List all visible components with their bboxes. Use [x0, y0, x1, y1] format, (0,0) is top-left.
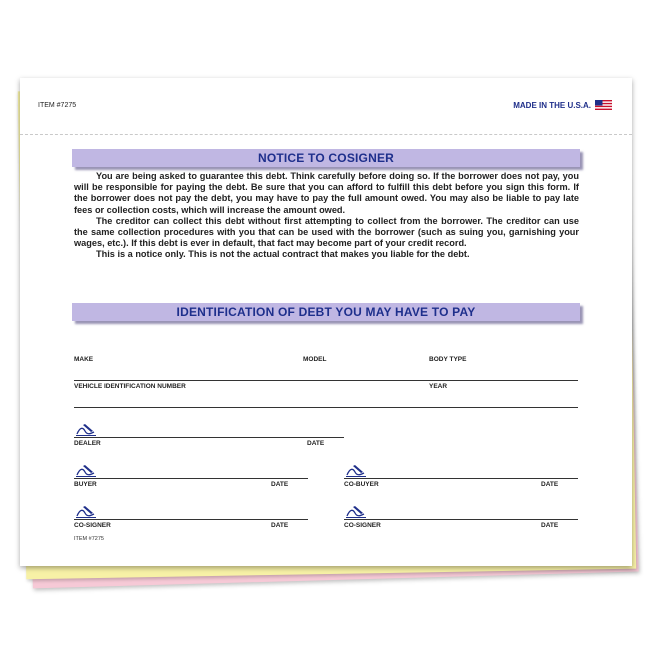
- co-signer-1-signature-line[interactable]: [74, 519, 308, 520]
- signature-pen-icon: [76, 422, 96, 436]
- form-sheet: [20, 78, 632, 566]
- year-label: YEAR: [429, 383, 448, 390]
- co-buyer-signature-line[interactable]: [344, 478, 578, 479]
- notice-title-banner: [72, 149, 580, 167]
- dealer-signature-line[interactable]: [74, 437, 344, 438]
- co-signer-2-signature-line[interactable]: [344, 519, 578, 520]
- body-type-label: BODY TYPE: [429, 356, 467, 363]
- notice-paragraph-1: You are being asked to guarantee this debt. Think carefully before doing so. If the borrower does not pay, you will be responsible for paying the debt. Be sure that you can afford to fulfill this debt before you sign this form. If the borrower does not pay the debt, you may have to pay the full amount owed. You may also be liable to pay late fees or collection costs, which will increase the amount owed.: [74, 171, 579, 215]
- perforation-line: [20, 134, 632, 135]
- item-number-bottom: ITEM #7275: [74, 536, 104, 542]
- co-signer-1-label: CO-SIGNER: [74, 522, 111, 529]
- co-signer-1-date-label: DATE: [271, 522, 289, 529]
- signature-pen-icon: [346, 504, 366, 518]
- co-buyer-label: CO-BUYER: [344, 481, 379, 488]
- identification-title-banner: [72, 303, 580, 321]
- vin-label: VEHICLE IDENTIFICATION NUMBER: [74, 383, 186, 390]
- dealer-date-label: DATE: [307, 440, 325, 447]
- buyer-signature-line[interactable]: [74, 478, 308, 479]
- signature-pen-icon: [76, 463, 96, 477]
- co-signer-2-label: CO-SIGNER: [344, 522, 381, 529]
- made-in-usa-label: MADE IN THE U.S.A.: [513, 100, 591, 110]
- notice-body: [74, 171, 579, 261]
- make-label: MAKE: [74, 356, 94, 363]
- vin-year-line[interactable]: [74, 407, 578, 408]
- notice-title: NOTICE TO COSIGNER: [257, 151, 395, 165]
- signature-pen-icon: [346, 463, 366, 477]
- notice-paragraph-2: The creditor can collect this debt without first attempting to collect from the borrower. The creditor can use the same collection procedures with you that can be used with the borrower (such as suing you, garnishing your wages, etc.). If this debt is ever in default, that fact may become part of your credit record.: [74, 215, 579, 249]
- signature-pen-icon: [76, 504, 96, 518]
- make-model-body-line[interactable]: [74, 380, 578, 381]
- co-signer-2-date-label: DATE: [541, 522, 559, 529]
- co-buyer-date-label: DATE: [541, 481, 559, 488]
- buyer-date-label: DATE: [271, 481, 289, 488]
- us-flag-icon: [595, 100, 612, 110]
- dealer-label: DEALER: [74, 440, 101, 447]
- item-number-top: ITEM #7275: [38, 102, 77, 109]
- made-in-usa: [513, 100, 612, 110]
- buyer-label: BUYER: [74, 481, 97, 488]
- model-label: MODEL: [303, 356, 327, 363]
- notice-paragraph-3: This is a notice only. This is not the actual contract that makes you liable for the debt.: [96, 249, 470, 260]
- identification-title: IDENTIFICATION OF DEBT YOU MAY HAVE TO PAY: [176, 305, 476, 319]
